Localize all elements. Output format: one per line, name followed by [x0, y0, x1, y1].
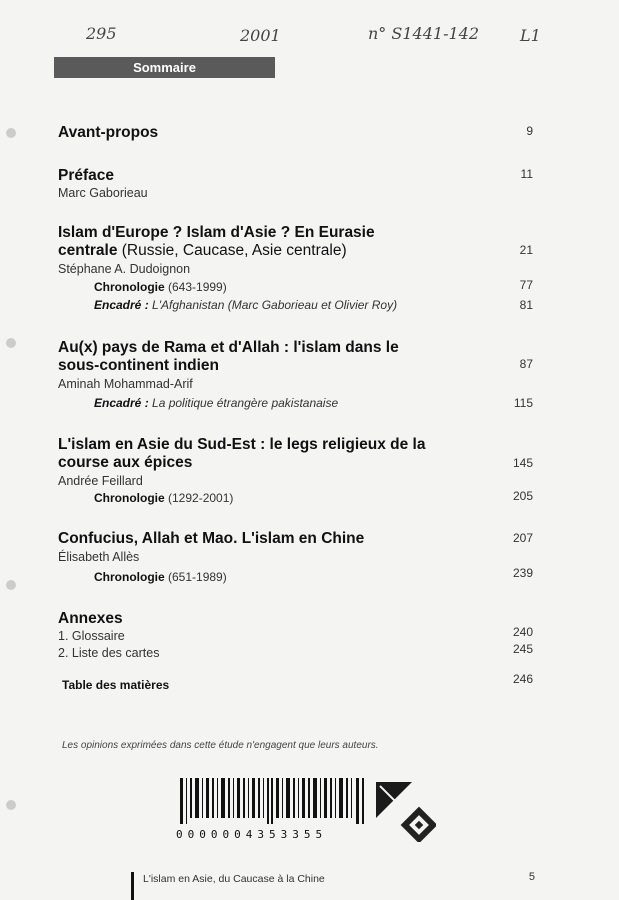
- toc-page: 9: [526, 124, 533, 138]
- toc-page: 77: [519, 278, 533, 292]
- subentry-label: Chronologie: [94, 491, 165, 505]
- subentry-text: (1292-2001): [164, 491, 234, 505]
- toc-page: 115: [513, 396, 533, 410]
- toc-page: 145: [512, 456, 533, 470]
- toc-title-plain: (Russie, Caucase, Asie centrale): [117, 242, 347, 259]
- toc-page: 21: [519, 243, 533, 257]
- subentry-label: Encadré :: [94, 298, 149, 312]
- page-number: 5: [528, 871, 535, 883]
- binder-hole: [6, 128, 16, 138]
- sommaire-banner: Sommaire: [54, 57, 275, 78]
- toc-page: 207: [512, 531, 533, 545]
- subentry-label: Chronologie: [94, 570, 165, 584]
- toc-author: Élisabeth Allès: [58, 550, 140, 564]
- toc-annex-item: 1. Glossaire: [58, 629, 125, 643]
- toc-subentry: [94, 298, 397, 312]
- toc-title-line: course aux épices: [58, 454, 193, 471]
- toc-subentry: [94, 570, 227, 584]
- toc-page: 205: [512, 489, 533, 503]
- toc-title-line: Au(x) pays de Rama et d'Allah : l'islam dans le: [58, 339, 399, 356]
- toc-author: Marc Gaborieau: [58, 186, 148, 200]
- toc-subentry: [94, 491, 233, 505]
- handwritten-code: L1: [520, 26, 541, 45]
- binder-hole: [6, 800, 16, 810]
- toc-annex-item: 2. Liste des cartes: [58, 646, 160, 660]
- subentry-text: La politique étrangère pakistanaise: [148, 396, 339, 410]
- toc-title-line: Islam d'Europe ? Islam d'Asie ? En Eurasie: [58, 224, 375, 241]
- toc-title-line: sous-continent indien: [58, 357, 220, 374]
- binder-hole: [6, 338, 16, 348]
- subentry-label: Encadré :: [94, 396, 149, 410]
- toc-title: [58, 224, 375, 260]
- handwritten-ref: n° S1441-142: [368, 24, 480, 43]
- toc-page: 239: [512, 566, 533, 580]
- toc-page: 11: [520, 167, 533, 181]
- disclaimer-note: Les opinions exprimées dans cette étude n'engagent que leurs auteurs.: [62, 740, 379, 751]
- subentry-text: L'Afghanistan (Marc Gaborieau et Olivier Roy): [148, 298, 398, 312]
- toc-title: [58, 436, 425, 472]
- toc-subentry: [94, 396, 338, 410]
- toc-page: 87: [519, 357, 533, 371]
- footer-rule: [131, 872, 134, 900]
- toc-page: 245: [512, 642, 533, 656]
- toc-page: 246: [512, 672, 533, 686]
- footer-title: L'islam en Asie, du Caucase à la Chine: [143, 873, 325, 885]
- toc-title: Table des matières: [62, 678, 170, 692]
- binder-hole: [6, 580, 16, 590]
- toc-author: Stéphane A. Dudoignon: [58, 262, 191, 276]
- toc-subentry: [94, 280, 227, 294]
- handwritten-year: 2001: [240, 26, 281, 45]
- subentry-label: Chronologie: [94, 280, 165, 294]
- subentry-text: (643-1999): [164, 280, 227, 294]
- toc-title: [58, 339, 399, 375]
- toc-author: Andrée Feillard: [58, 474, 143, 488]
- toc-title: Préface: [58, 167, 115, 184]
- barcode-icon: [176, 778, 372, 828]
- toc-page: 240: [512, 625, 533, 639]
- toc-title: Confucius, Allah et Mao. L'islam en Chine: [58, 530, 365, 547]
- barcode-digits: 0000004353355: [176, 828, 328, 841]
- toc-title: Avant-propos: [58, 124, 159, 141]
- toc-page: 81: [519, 298, 533, 312]
- toc-title-line: L'islam en Asie du Sud-Est : le legs religieux de la: [58, 436, 426, 453]
- toc-title-line: centrale: [58, 242, 118, 259]
- publisher-logo-icon: [376, 782, 436, 842]
- subentry-text: (651-1989): [164, 570, 227, 584]
- toc-title: Annexes: [58, 610, 123, 627]
- handwritten-note: 295: [86, 24, 117, 43]
- toc-author: Aminah Mohammad-Arif: [58, 377, 193, 391]
